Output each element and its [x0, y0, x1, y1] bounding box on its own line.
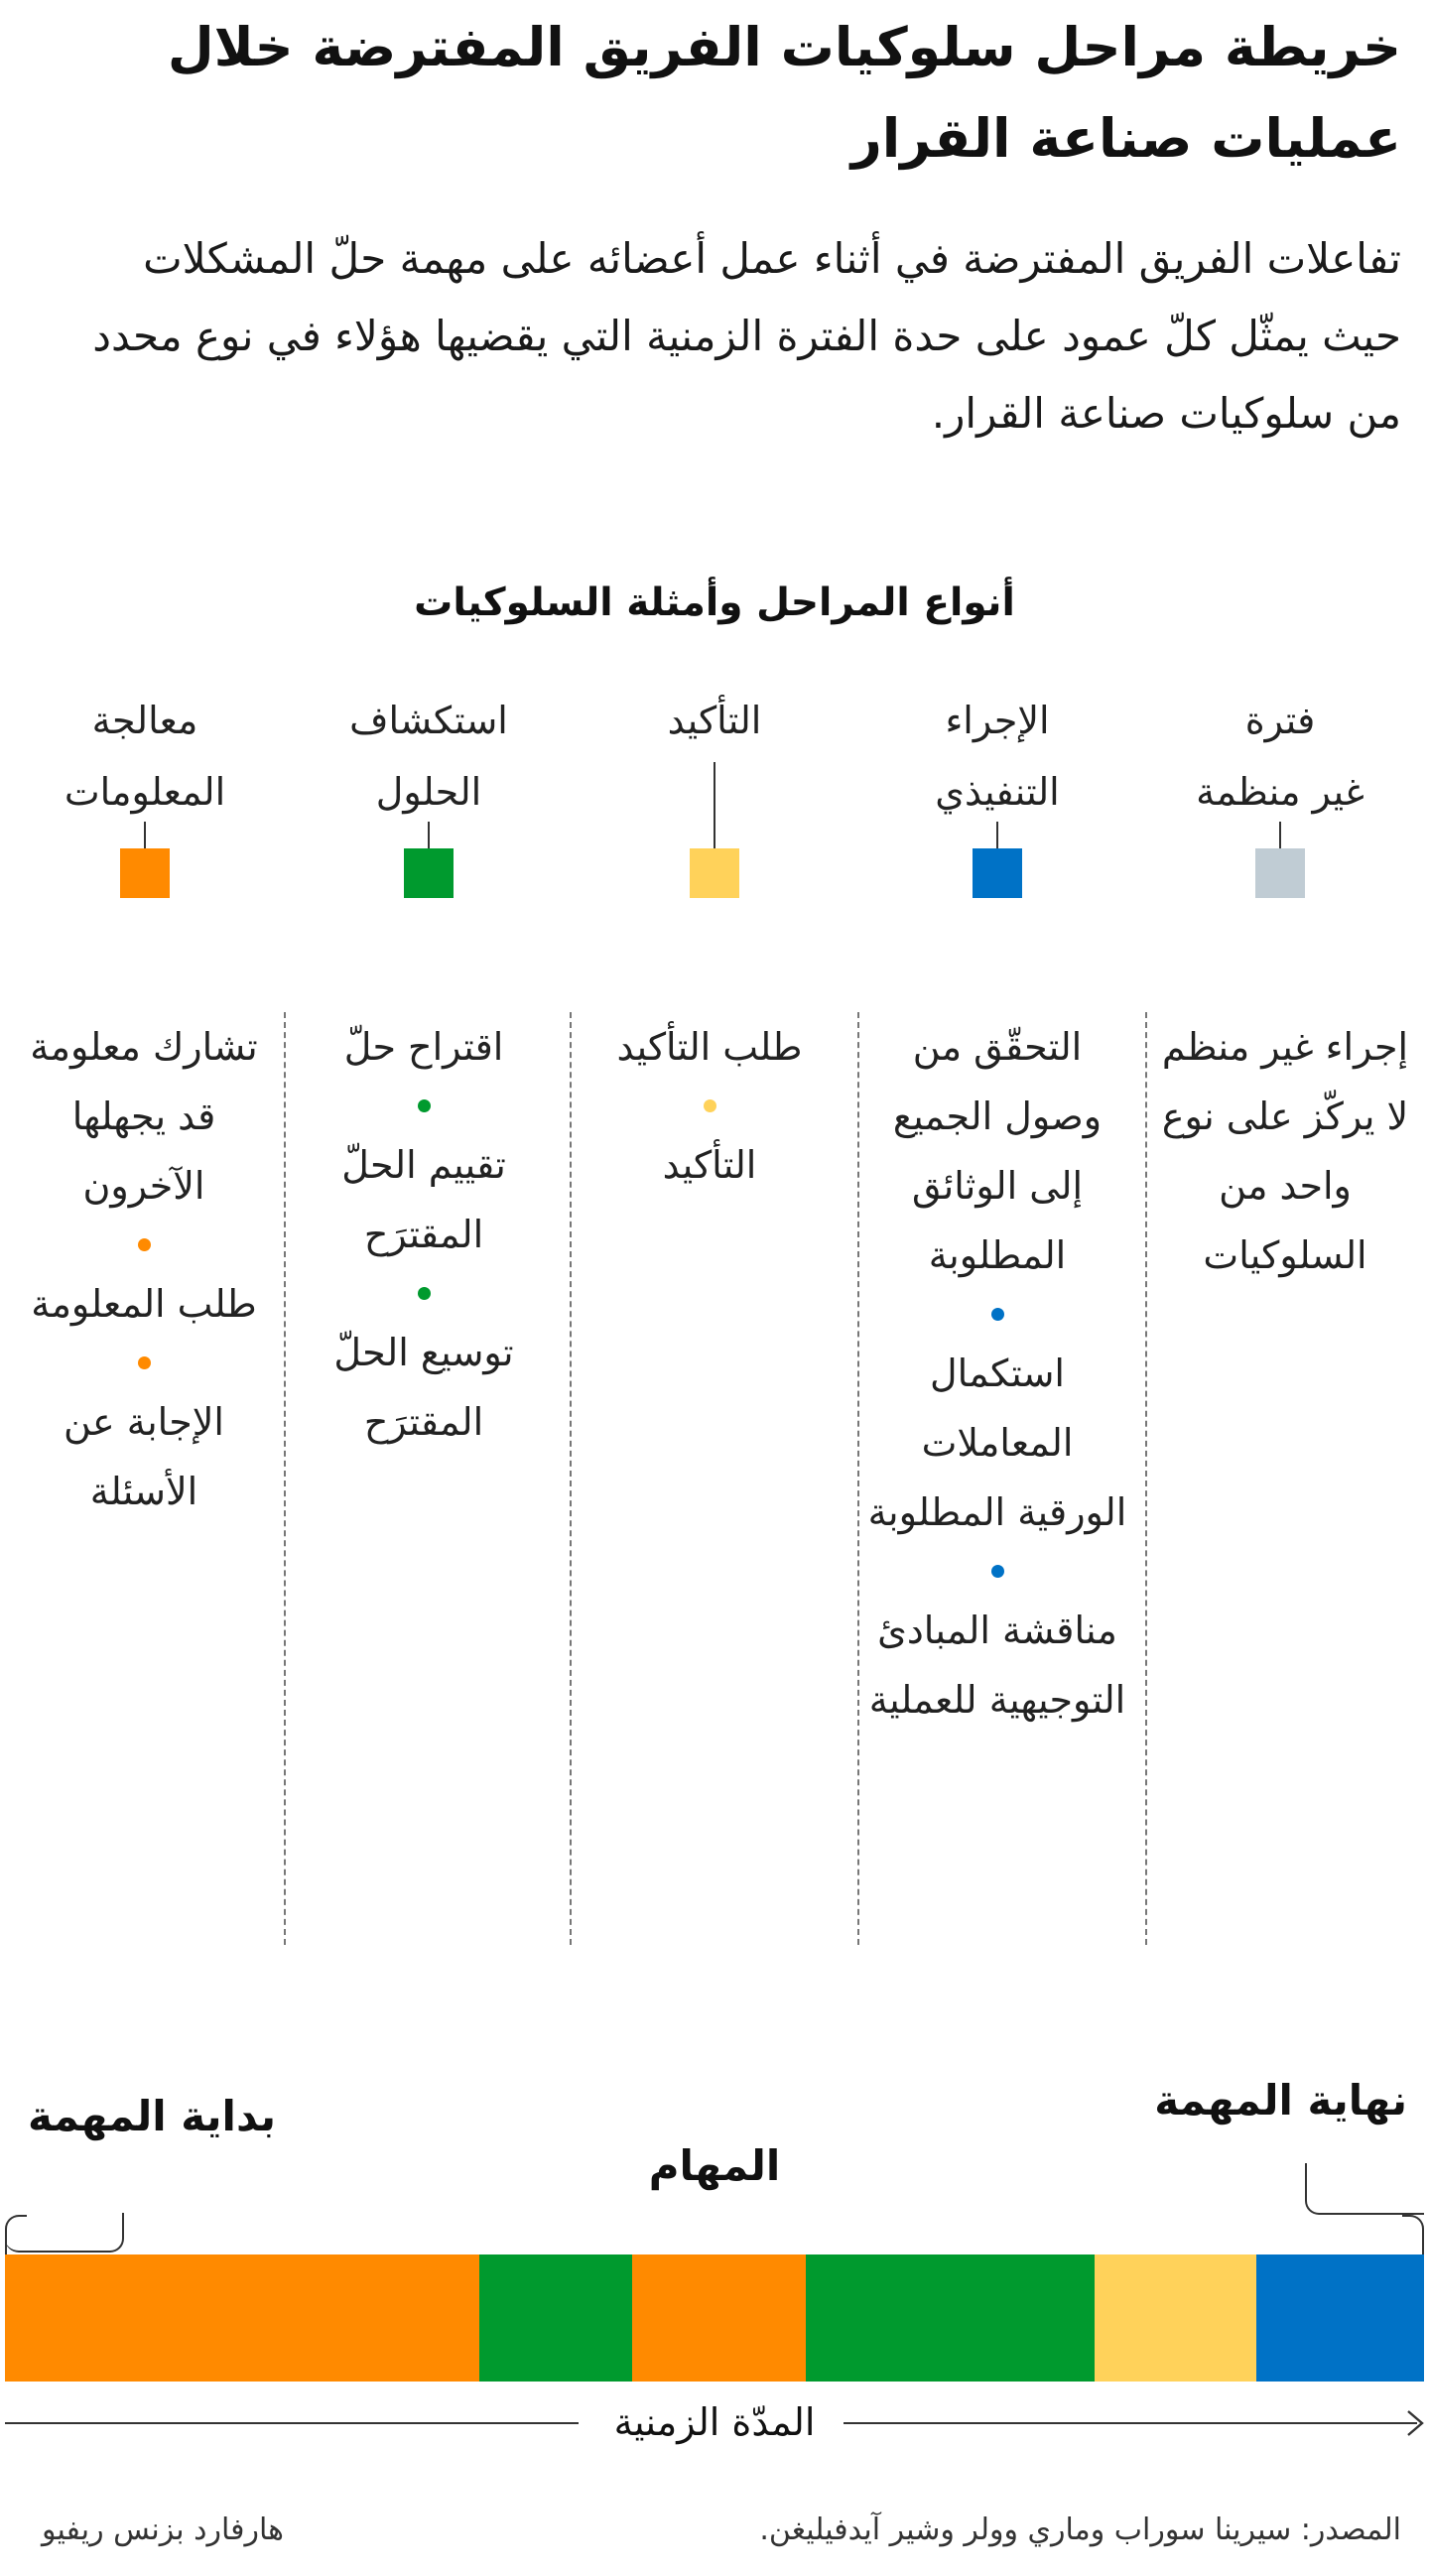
bullet-dot [138, 1356, 151, 1369]
timeline-segment [5, 2254, 479, 2382]
start-label: بداية المهمة [28, 2092, 276, 2140]
phase-label: معالجة المعلومات [64, 699, 226, 814]
timeline-bar [5, 2254, 1424, 2382]
behavior-example: اقتراح حلّ [343, 1025, 504, 1069]
page-subtitle: تفاعلات الفريق المفترضة في أثناء عمل أعضائه على مهمة حلّ المشكلات حيث يمثّل كلّ عمود على حدة الفترة الزمنية التي يقضيها هؤلاء في نوع محدد من سلوكيات صناعة القرار. [92, 234, 1401, 438]
page-title: خريطة مراحل سلوكيات الفريق المفترضة خلال عمليات صناعة القرار [167, 16, 1401, 170]
behavior-example: توسيع الحلّ المقترَح [333, 1331, 514, 1444]
phase-swatch [973, 848, 1022, 898]
behavior-example: تشارك معلومة قد يجهلها الآخرون [30, 1025, 258, 1208]
phase-connector [996, 822, 998, 848]
phase-column [576, 1012, 844, 1200]
end-bracket [1305, 2163, 1424, 2215]
timeline-segment [1256, 2254, 1424, 2382]
behavior-example: طلب التأكيد [616, 1025, 803, 1069]
phase-connector [144, 822, 146, 848]
column-divider [570, 1012, 572, 1945]
end-label: نهاية المهمة [1154, 2076, 1407, 2125]
phase-connector [1279, 822, 1281, 848]
behavior-example: التأكيد [662, 1143, 757, 1187]
phase-swatch [120, 848, 170, 898]
tasks-label: المهام [648, 2141, 781, 2190]
source-note: المصدر: سيرينا سوراب وماري وولر وشير آيدفيليغن. [759, 2512, 1401, 2547]
behavior-example: طلب المعلومة [31, 1282, 257, 1326]
column-divider [284, 1012, 286, 1945]
bullet-dot [418, 1099, 431, 1112]
phase-column [1151, 1012, 1419, 1290]
start-bracket-corner [5, 2215, 27, 2254]
timeline-segment [806, 2254, 1096, 2382]
bullet-dot [991, 1308, 1004, 1321]
behavior-example: الإجابة عن الأسئلة [64, 1400, 224, 1513]
phase-label: التأكيد [667, 699, 762, 742]
phase-label: استكشاف الحلول [349, 699, 508, 814]
phase-connector [428, 822, 430, 848]
behavior-example: التحقّق من وصول الجميع إلى الوثائق المطلوبة [892, 1025, 1103, 1277]
bullet-dot [991, 1565, 1004, 1578]
phase-swatch [690, 848, 739, 898]
phase-column [10, 1012, 278, 1526]
behavior-example: إجراء غير منظم لا يركّز على نوع واحد من السلوكيات [1161, 1025, 1409, 1277]
behavior-example: استكمال المعاملات الورقية المطلوبة [867, 1352, 1127, 1534]
legend-title: أنواع المراحل وأمثلة السلوكيات [414, 580, 1015, 625]
axis-label: المدّة الزمنية [613, 2400, 816, 2444]
phase-swatch [1255, 848, 1305, 898]
phase-swatch [404, 848, 454, 898]
bullet-dot [418, 1287, 431, 1300]
phase-connector [714, 762, 715, 848]
timeline-segment [1095, 2254, 1256, 2382]
end-bracket-corner [1402, 2215, 1424, 2254]
phase-column [863, 1012, 1131, 1735]
phase-label: فترة غير منظمة [1196, 699, 1364, 814]
bullet-dot [138, 1238, 151, 1251]
behavior-example: مناقشة المبادئ التوجيهية للعملية [868, 1609, 1126, 1722]
timeline-segment [632, 2254, 805, 2382]
column-divider [857, 1012, 859, 1945]
phase-label: الإجراء التنفيذي [935, 699, 1060, 814]
phase-column [290, 1012, 558, 1457]
behavior-example: تقييم الحلّ المقترَح [341, 1143, 506, 1256]
bullet-dot [704, 1099, 716, 1112]
publisher: هارفارد بزنس ريفيو [42, 2512, 284, 2547]
column-divider [1145, 1012, 1147, 1945]
timeline-segment [479, 2254, 632, 2382]
